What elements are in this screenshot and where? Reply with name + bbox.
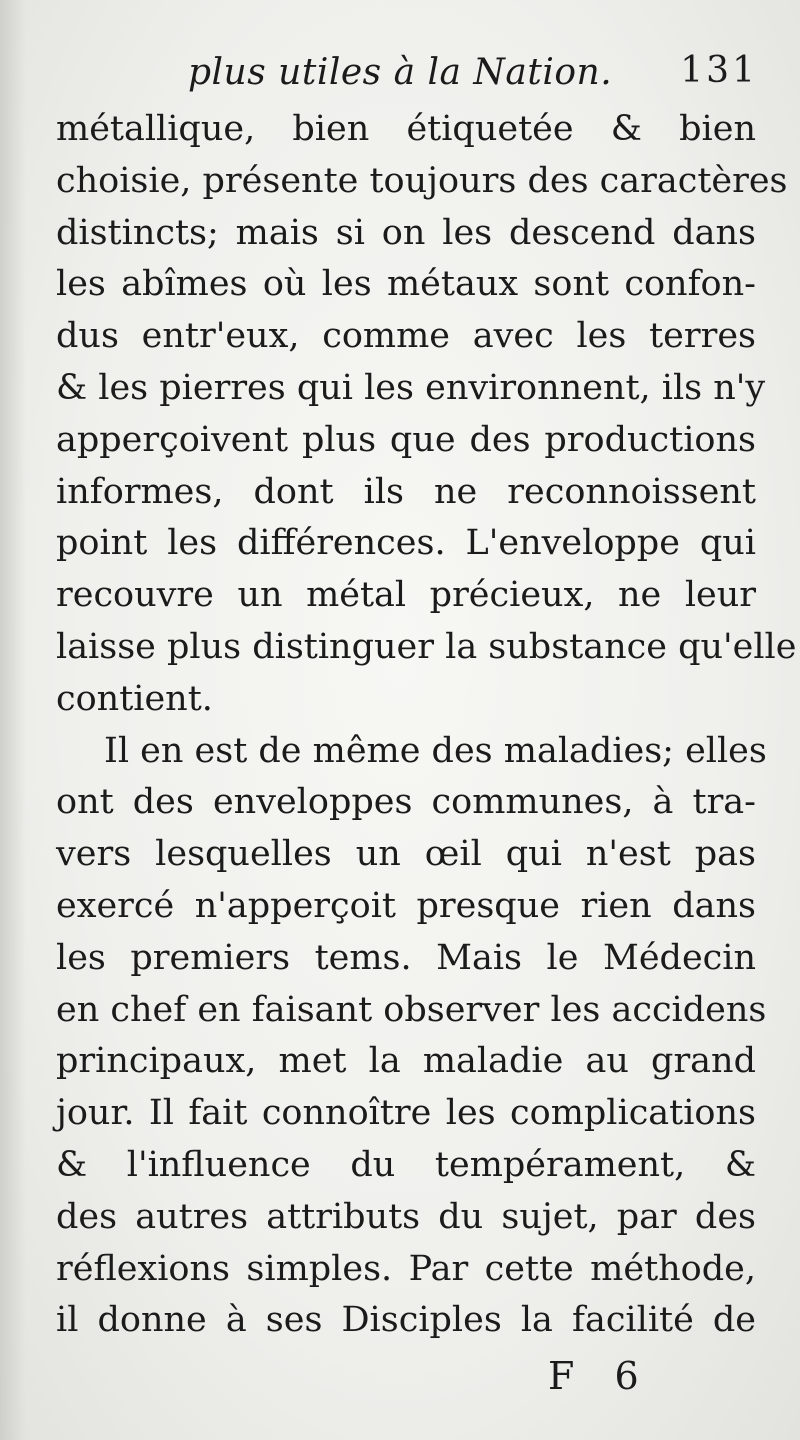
text-line: informes, dont ils ne reconnoissent: [56, 471, 756, 512]
text-line: principaux, met la maladie au grand: [56, 1041, 756, 1082]
text-line: apperçoivent plus que des productions: [56, 419, 756, 460]
text-line: vers lesquelles un œil qui n'est pas: [56, 834, 756, 875]
text-line: & l'influence du tempérament, &: [56, 1144, 756, 1185]
body-text: [56, 104, 797, 1347]
paragraph-start-line: Il en est de même des maladies; elles: [104, 730, 767, 771]
gutter-shadow: [0, 0, 26, 1440]
page-number: 131: [680, 50, 758, 91]
text-line: recouvre un métal précieux, ne leur: [56, 575, 756, 616]
text-line: dus entr'eux, comme avec les terres: [56, 316, 756, 357]
running-head: [56, 42, 764, 102]
text-line: les abîmes où les métaux sont confon-: [56, 264, 756, 305]
running-title: plus utiles à la Nation.: [188, 52, 613, 93]
text-line: réflexions simples. Par cette méthode,: [56, 1248, 756, 1289]
text-line: & les pierres qui les environnent, ils n'y: [56, 367, 766, 408]
paragraph-end-line: contient.: [56, 678, 213, 719]
text-line: ont des enveloppes communes, à tra-: [56, 782, 756, 823]
text-line: des autres attributs du sujet, par des: [56, 1196, 756, 1237]
text-line: point les différences. L'enveloppe qui: [56, 523, 756, 564]
text-line: métallique, bien étiquetée & bien: [56, 109, 756, 149]
text-line: en chef en faisant observer les accidens: [56, 989, 767, 1030]
text-line: les premiers tems. Mais le Médecin: [56, 937, 756, 978]
text-line: il donne à ses Disciples la facilité de: [56, 1300, 756, 1341]
text-line: distincts; mais si on les descend dans: [56, 212, 756, 253]
text-line: choisie, présente toujours des caractères: [56, 160, 788, 201]
text-line: jour. Il fait connoître les complications: [56, 1093, 756, 1134]
text-line: exercé n'apperçoit presque rien dans: [56, 885, 756, 926]
text-line: laisse plus distinguer la substance qu'elle: [56, 626, 797, 667]
signature-mark: F 6: [548, 1354, 653, 1398]
